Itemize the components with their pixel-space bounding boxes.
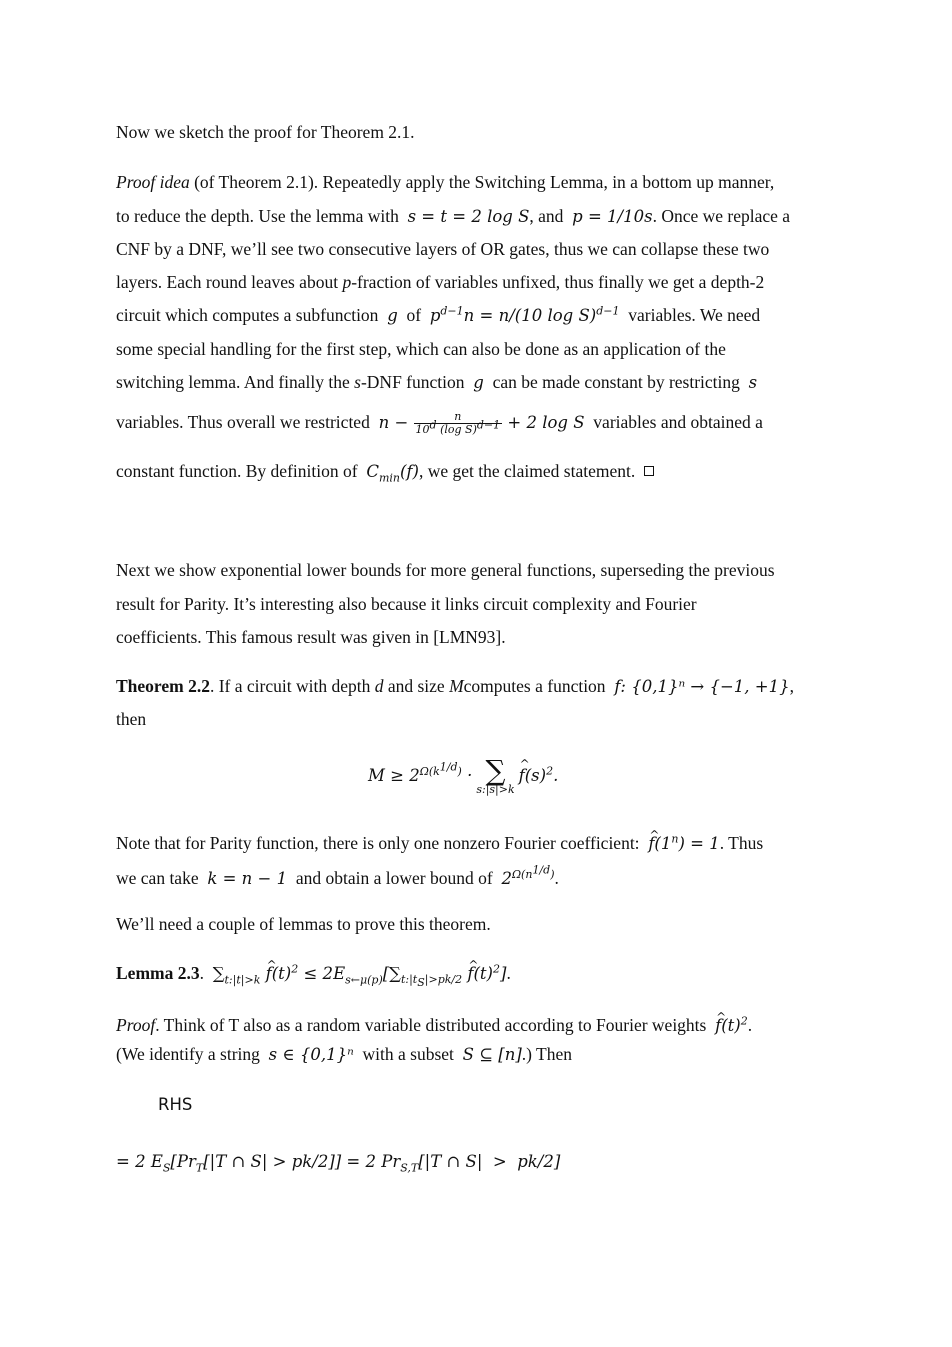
- note-line-2: we can take k = n − 1 and obtain a lower bound of $2^{\Omega(n^{1/d})}$.: [116, 862, 559, 888]
- rhs-equation: = 2 $E_S[Pr_T[|T$ ∩ S| > pk/2]] = 2 $Pr_{S,T}[|T$ ∩ S| > pk/2]: [116, 1152, 561, 1175]
- lemmas-intro: We’ll need a couple of lemmas to prove this theorem.: [116, 914, 491, 934]
- rhs-label: RHS: [158, 1095, 193, 1114]
- subfunction-size-formula: $p^{d-1}n = n/(10$ log S)$^{d-1}$: [429, 304, 620, 325]
- theorem-2-2-line-1: Theorem 2.2. If a circuit with depth d and size Mcomputes a function f: {0,1}ⁿ → {−1, +1},: [116, 676, 794, 696]
- lemma-2-3-label: Lemma 2.3: [116, 963, 200, 983]
- proof-idea-line-8: variables. Thus overall we restricted n − $\frac{n}{10^d (\log S)^{d-1}}$ + 2 log S variables and obtained a: [116, 410, 763, 436]
- proof-idea-line-9: constant function. By definition of $C_{min}(f)$, we get the claimed statement.: [116, 460, 654, 483]
- proof-idea-line-4: layers. Each round leaves about p-fraction of variables unfixed, thus finally we get a depth-2: [116, 272, 765, 292]
- proof-idea-line-2: to reduce the depth. Use the lemma with s = t = 2 log S, and p = 1/10s. Once we replace a: [116, 206, 791, 226]
- proof-idea-line-7: switching lemma. And finally the s-DNF function g can be made constant by restricting s: [116, 372, 758, 392]
- note-line-1: Note that for Parity function, there is only one nonzero Fourier coefficient: ^ $f(1^n) = 1$. Thus: [116, 832, 763, 855]
- para2-line-1: Next we show exponential lower bounds for more general functions, superseding the previous: [116, 560, 775, 580]
- theorem-2-2-label: Theorem 2.2: [116, 676, 210, 696]
- lemma-2-3: Lemma 2.3. $\sum_{t:|t|>k}$ ^ $f(t)^2 \le 2E_{s\leftarrow\mu(p)}[\sum_{t:|t_S|>pk/2}$ ^ $f(t)^2$].: [116, 962, 511, 985]
- cmin-formula: $C_{min}(f)$: [366, 462, 419, 485]
- proof-idea-line-1: Proof idea (of Theorem 2.1). Repeatedly apply the Switching Lemma, in a bottom up manner,: [116, 172, 775, 192]
- para2-line-3: coefficients. This famous result was given in [LMN93].: [116, 627, 506, 647]
- restricted-count-formula: n − $\frac{n}{10^d (\log S)^{d-1}}$ + 2 log S: [378, 410, 585, 436]
- theorem-2-2-inequality: $M \ge 2^{\Omega(k^{1/d})}$ · ∑ s:|s|>k ^ $f(s)^2$.: [368, 758, 558, 796]
- proof-idea-line-3: CNF by a DNF, we’ll see two consecutive layers of OR gates, thus we can collapse these two: [116, 239, 770, 259]
- proof-line-1: Proof. Think of T also as a random variable distributed according to Fourier weights ^ $f(t)^2$.: [116, 1014, 752, 1037]
- qed-square-icon: [644, 466, 654, 476]
- para2-line-2: result for Parity. It’s interesting also because it links circuit complexity and Fourier: [116, 594, 697, 614]
- proof-idea-line-5: circuit which computes a subfunction g of $p^{d-1}n = n/(10$ log S)$^{d-1}$ variables. We need: [116, 304, 761, 325]
- theorem-2-2-line-2: then: [116, 709, 147, 729]
- intro-sentence: Now we sketch the proof for Theorem 2.1.: [116, 122, 415, 142]
- proof-idea-label: Proof idea: [116, 172, 190, 192]
- proof-line-2: (We identify a string s ∈ {0,1}ⁿ with a subset S ⊆ [n].) Then: [116, 1044, 572, 1064]
- proof-label: Proof: [116, 1015, 156, 1035]
- proof-idea-line-6: some special handling for the first step, which can also be done as an application of the: [116, 339, 726, 359]
